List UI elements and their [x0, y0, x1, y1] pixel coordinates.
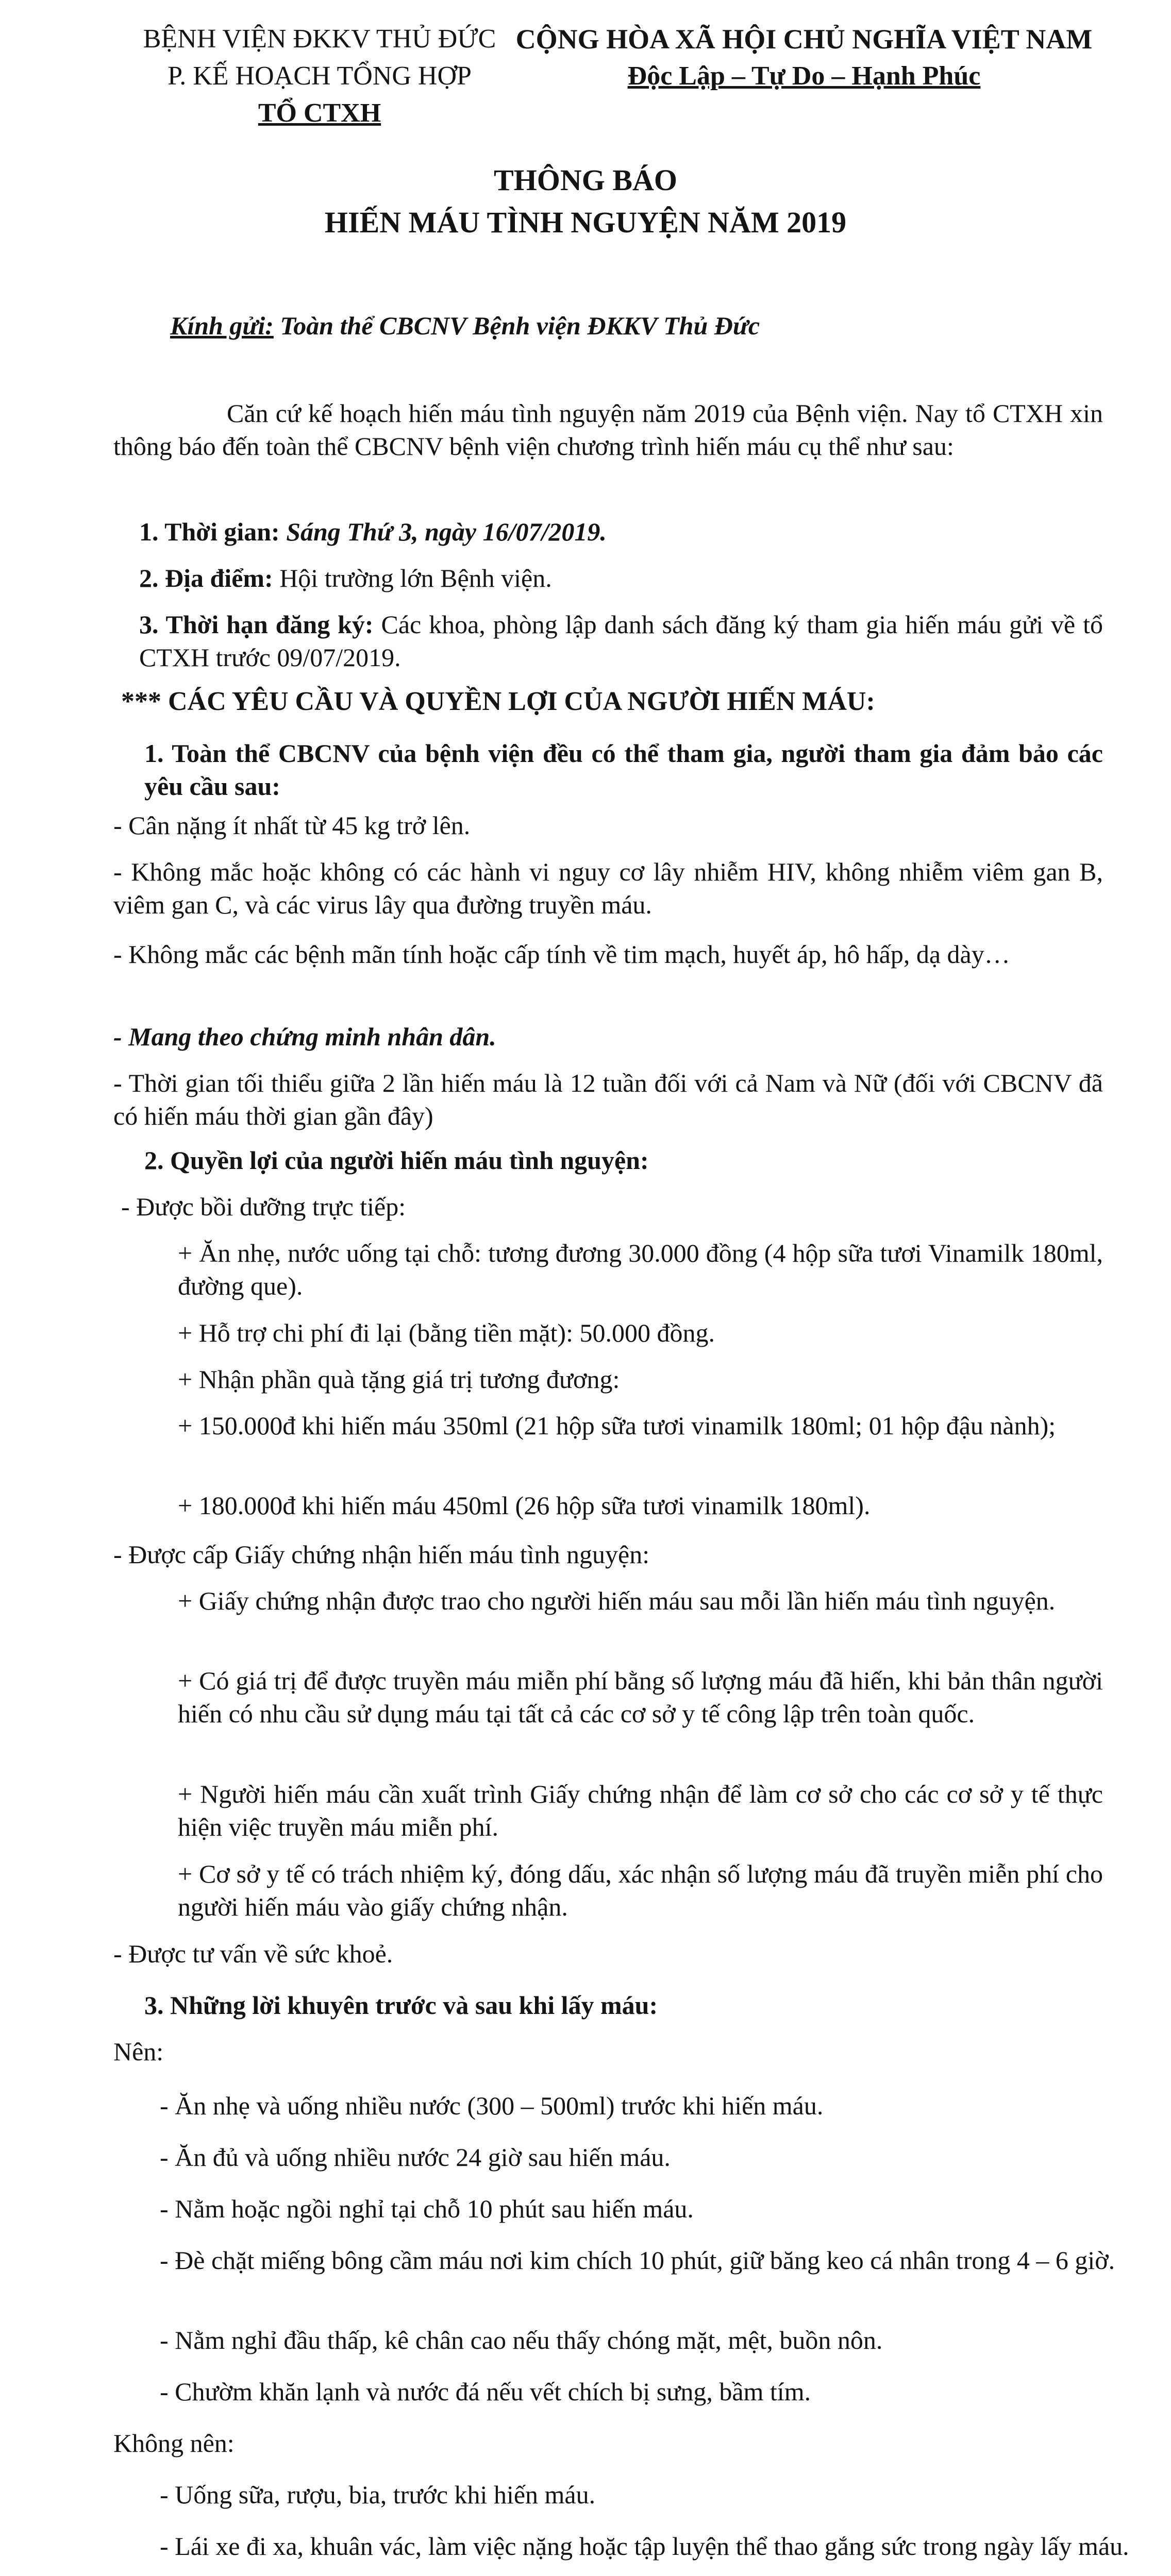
do-item: - Nằm nghỉ đầu thấp, kê chân cao nếu thấy chóng mặt, mệt, buồn nôn.	[160, 2326, 883, 2354]
do-label: Nên:	[113, 2037, 164, 2066]
cert-present: + Người hiến máu cần xuất trình Giấy chứng nhận để làm cơ sở cho các cơ sở y tế thực hiện việc truyền máu miễn phí.	[178, 1780, 1103, 1841]
recipient-label: Kính gửi:	[170, 311, 274, 340]
support-gift: + Nhận phần quà tặng giá trị tương đương:	[178, 1365, 620, 1394]
team-name: TỔ CTXH	[258, 98, 381, 128]
info-place: 2. Địa điểm: Hội trường lớn Bệnh viện.	[139, 564, 552, 592]
doc-subtitle: HIẾN MÁU TÌNH NGUYỆN NĂM 2019	[324, 206, 847, 239]
national-title: CỘNG HÒA XÃ HỘI CHỦ NGHĨA VIỆT NAM	[515, 24, 1093, 55]
dont-item: - Uống sữa, rượu, bia, trước khi hiến máu.	[160, 2480, 596, 2509]
certificate: - Được cấp Giấy chứng nhận hiến máu tình nguyện:	[113, 1540, 650, 1569]
hospital-name: BỆNH VIỆN ĐKKV THỦ ĐỨC	[143, 24, 496, 54]
health-advice: - Được tư vấn về sức khoẻ.	[113, 1939, 393, 1968]
support-snack: + Ăn nhẹ, nước uống tại chỗ: tương đương 30.000 đồng (4 hộp sữa tươi Vinamilk 180ml, đường que).	[178, 1239, 1103, 1300]
cert-free-transfusion: + Có giá trị để được truyền máu miễn phí bằng số lượng máu đã hiến, khi bản thân người hiến có nhu cầu sử dụng máu tại tất cả các cơ sở y tế công lập trên toàn quốc.	[178, 1666, 1103, 1728]
req-interval: - Thời gian tối thiểu giữa 2 lần hiến máu là 12 tuần đối với cả Nam và Nữ (đối với CBCNV đã có hiến máu thời gian gần đây)	[113, 1069, 1103, 1130]
cert-issued: + Giấy chứng nhận được trao cho người hiến máu sau mỗi lần hiến máu tình nguyện.	[178, 1586, 1056, 1615]
info-deadline: 3. Thời hạn đăng ký: Các khoa, phòng lập danh sách đăng ký tham gia hiến máu gửi về tổ CTXH trước 09/07/2019.	[139, 610, 1103, 672]
support-travel: + Hỗ trợ chi phí đi lại (bằng tiền mặt): 50.000 đồng.	[178, 1318, 715, 1347]
intro-paragraph: Căn cứ kế hoạch hiến máu tình nguyện năm 2019 của Bệnh viện. Nay tổ CTXH xin thông báo đến toàn thể CBCNV bệnh viện chương trình hiến máu cụ thể như sau:	[113, 399, 1103, 461]
section2-heading: 2. Quyền lợi của người hiến máu tình nguyện:	[144, 1146, 649, 1175]
cert-facility: + Cơ sở y tế có trách nhiệm ký, đóng dấu, xác nhận số lượng máu đã truyền miễn phí cho người hiến máu vào giấy chứng nhận.	[178, 1859, 1103, 1921]
dont-item: - Lái xe đi xa, khuân vác, làm việc nặng hoặc tập luyện thể thao gắng sức trong ngày lấy máu.	[160, 2532, 1129, 2561]
do-item: - Nằm hoặc ngồi nghỉ tại chỗ 10 phút sau hiến máu.	[160, 2194, 694, 2223]
req-hiv: - Không mắc hoặc không có các hành vi nguy cơ lây nhiễm HIV, không nhiễm viêm gan B, viêm gan C, và các virus lây qua đường truyền máu.	[113, 857, 1103, 919]
requirements-heading: *** CÁC YÊU CẦU VÀ QUYỀN LỢI CỦA NGƯỜI HIẾN MÁU:	[121, 687, 875, 716]
direct-support: - Được bồi dưỡng trực tiếp:	[121, 1192, 406, 1221]
header-left	[124, 21, 515, 132]
recipient-text: Toàn thể CBCNV Bệnh viện ĐKKV Thủ Đức	[273, 311, 760, 340]
department-name: P. KẾ HOẠCH TỔNG HỢP	[168, 61, 472, 91]
dont-label: Không nên:	[113, 2429, 235, 2458]
info-time: 1. Thời gian: Sáng Thứ 3, ngày 16/07/2019.	[139, 517, 607, 546]
header-right	[464, 21, 1144, 95]
do-item: - Ăn đủ và uống nhiều nước 24 giờ sau hiến máu.	[160, 2143, 671, 2172]
req-chronic: - Không mắc các bệnh mãn tính hoặc cấp tính về tim mạch, huyết áp, hô hấp, dạ dày…	[113, 940, 1010, 969]
req-weight: - Cân nặng ít nhất từ 45 kg trở lên.	[113, 811, 471, 840]
do-item: - Chườm khăn lạnh và nước đá nếu vết chích bị sưng, bầm tím.	[160, 2377, 811, 2406]
national-motto: Độc Lập – Tự Do – Hạnh Phúc	[627, 61, 981, 91]
do-item: - Ăn nhẹ và uống nhiều nước (300 – 500ml) trước khi hiến máu.	[160, 2091, 824, 2120]
doc-title: THÔNG BÁO	[493, 163, 678, 197]
section3-heading: 3. Những lời khuyên trước và sau khi lấy máu:	[144, 1991, 658, 2020]
req-id-card: - Mang theo chứng minh nhân dân.	[113, 1022, 496, 1051]
do-item: - Đè chặt miếng bông cầm máu nơi kim chích 10 phút, giữ băng keo cá nhân trong 4 – 6 giờ.	[160, 2246, 1115, 2275]
recipient	[170, 309, 1160, 342]
support-450ml: + 180.000đ khi hiến máu 450ml (26 hộp sữa tươi vinamilk 180ml).	[178, 1491, 871, 1520]
section1-heading: 1. Toàn thể CBCNV của bệnh viện đều có thể tham gia, người tham gia đảm bảo các yêu cầu sau:	[144, 739, 1103, 801]
support-350ml: + 150.000đ khi hiến máu 350ml (21 hộp sữa tươi vinamilk 180ml; 01 hộp đậu nành);	[178, 1411, 1056, 1440]
